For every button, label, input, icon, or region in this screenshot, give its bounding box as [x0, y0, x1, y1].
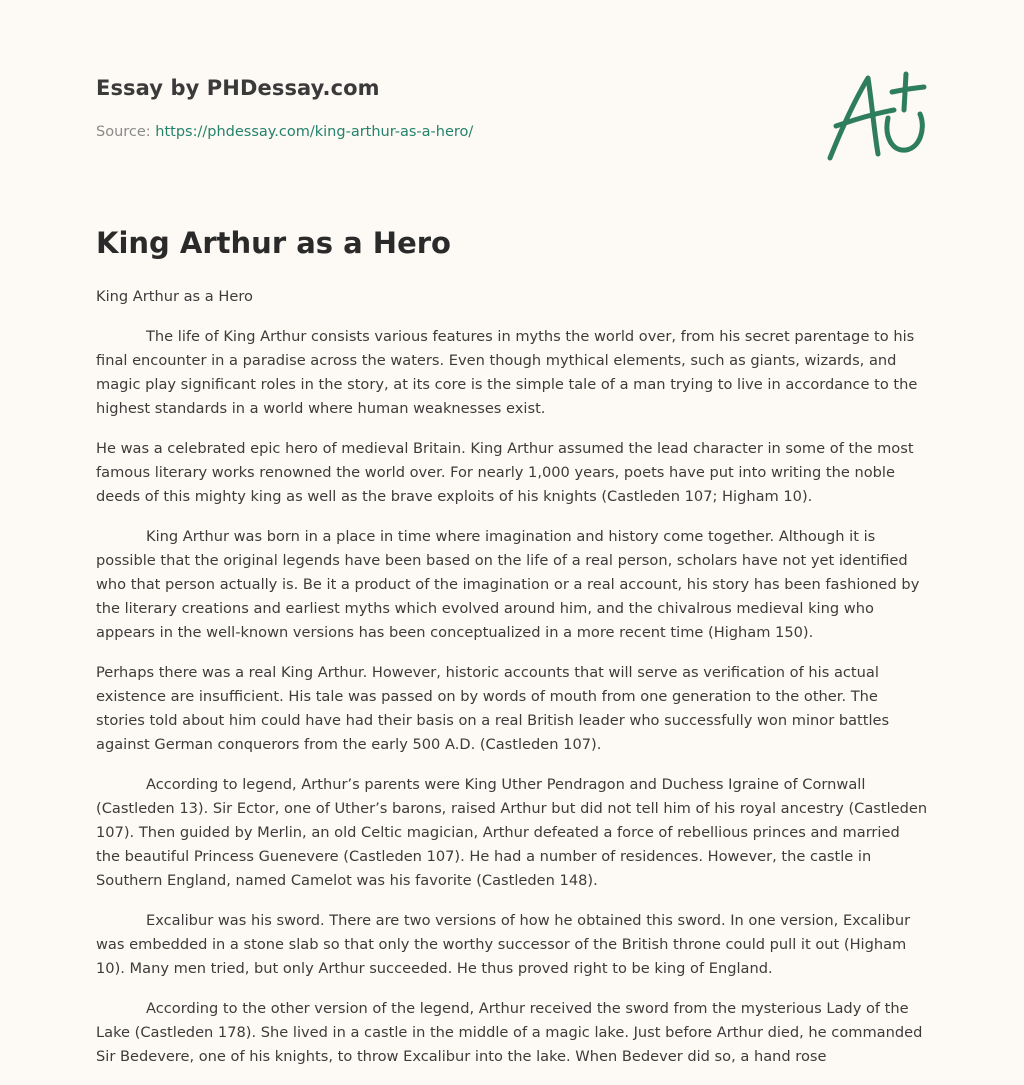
essay-paragraph: Excalibur was his sword. There are two versions of how he obtained this sword. In one version, Excalibur was embedded in a stone slab so that only the worthy successor of the British throne could pull it out (Higham 10). Many men tried, but only Arthur succeeded. He thus proved right to be king of England. [96, 912, 911, 977]
essay-paragraph: King Arthur was born in a place in time where imagination and history come together. Although it is possible that the original legends have been based on the life of a real person, scholars have not yet identified who that person actually is. Be it a product of the imagination or a real account, his story has been fashioned by the literary creations and earliest myths which evolved around him, and the chivalrous medieval king who appears in the well-known versions has been conceptualized in a more recent time (Higham 150). [96, 528, 920, 641]
essay-paragraph: The life of King Arthur consists various features in myths the world over, from his secret parentage to his final encounter in a paradise across the waters. Even though mythical elements, such as giants, wizards, and magic play significant roles in the story, at its core is the simple tale of a man trying to live in accordance to the highest standards in a world where human weaknesses exist. [96, 328, 918, 417]
essay-paragraph: According to the other version of the legend, Arthur received the sword from the mysterious Lady of the Lake (Castleden 178). She lived in a castle in the middle of a magic lake. Just before Arthur died, he commanded Sir Bedevere, one of his knights, to throw Excalibur into the lake. When Bedever did so, a hand rose [96, 1000, 923, 1065]
essay-paragraph: According to legend, Arthur’s parents were King Uther Pendragon and Duchess Igraine of Cornwall (Castleden 13). Sir Ector, one of Uther’s barons, raised Arthur but did not tell him of his royal ancestry (Castleden 107). Then guided by Merlin, an old Celtic magician, Arthur defeated a force of rebellious princes and married the beautiful Princess Guenevere (Castleden 107). He had a number of residences. However, the castle in Southern England, named Camelot was his favorite (Castleden 148). [96, 776, 928, 889]
source-link[interactable]: https://phdessay.com/king-arthur-as-a-hero/ [155, 124, 474, 140]
source-line [96, 124, 473, 140]
essay-paragraph: Perhaps there was a real King Arthur. However, historic accounts that will serve as verification of his actual existence are insufficient. His tale was passed on by words of mouth from one generation to the other. The stories told about him could have had their basis on a real British leader who successfully won minor battles against German conquerors from the early 500 A.D. (Castleden 107). [96, 664, 890, 753]
essay-body [96, 285, 928, 1085]
a-plus-logo-icon [822, 66, 934, 168]
site-brand: Essay by PHDessay.com [96, 76, 380, 100]
source-label: Source: [96, 124, 151, 140]
essay-subtitle: King Arthur as a Hero [96, 288, 253, 305]
essay-paragraph: He was a celebrated epic hero of medieval Britain. King Arthur assumed the lead character in some of the most famous literary works renowned the world over. For nearly 1,000 years, poets have put into writing the noble deeds of this mighty king as well as the brave exploits of his knights (Castleden 107; Higham 10). [96, 440, 914, 505]
essay-title: King Arthur as a Hero [96, 226, 451, 260]
